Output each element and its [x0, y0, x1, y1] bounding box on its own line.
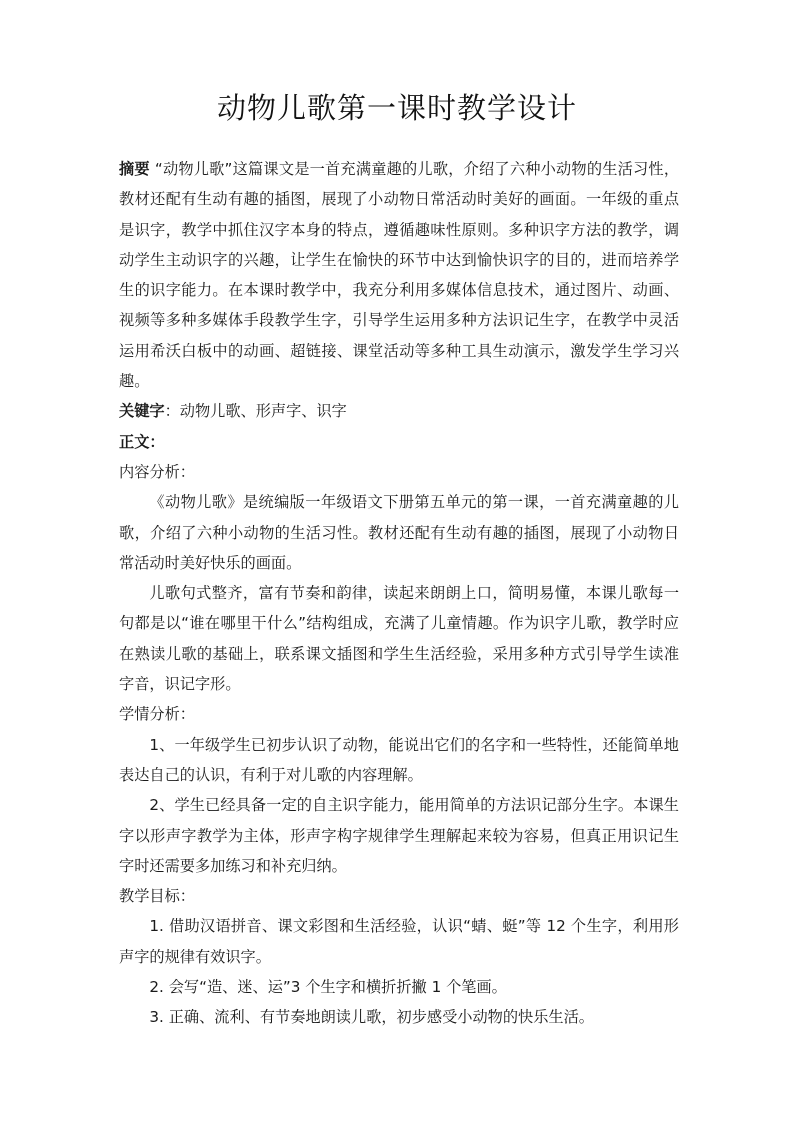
content-analysis-paragraph-2: 儿歌句式整齐，富有节奏和韵律，读起来朗朗上口，简明易懂，本课儿歌每一句都是以“谁在哪里干什么”结构组成，充满了儿童情趣。作为识字儿歌，教学时应在熟读儿歌的基础上，联系课文插图和学生生活经验，采用多种方式引导学生读准字音，识记字形。 [119, 584, 679, 694]
teaching-goal-2: 2. 会写“造、迷、运”3 个生字和横折折撇 1 个笔画。 [149, 978, 507, 997]
keywords-text: ：动物儿歌、形声字、识字 [164, 402, 347, 421]
main-text-label: 正文： [119, 432, 165, 451]
learner-analysis-heading: 学情分析： [119, 705, 195, 724]
content-analysis-paragraph-1: 《动物儿歌》是统编版一年级语文下册第五单元的第一课，一首充满童趣的儿歌，介绍了六种小动物的生活习性。教材还配有生动有趣的插图，展现了小动物日常活动时美好快乐的画面。 [119, 493, 679, 572]
teaching-goal-3: 3. 正确、流利、有节奏地朗读儿歌，初步感受小动物的快乐生活。 [149, 1008, 594, 1027]
keywords-label: 关键字 [119, 402, 165, 421]
content-analysis-heading: 内容分析： [119, 462, 195, 481]
abstract-text: “动物儿歌”这篇课文是一首充满童趣的儿歌，介绍了六种小动物的生活习性，教材还配有生动有趣的插图，展现了小动物日常活动时美好的画面。一年级的重点是识字，教学中抓住汉字本身的特点，遵循趣味性原则。多种识字方法的教学，调动学生主动识字的兴趣，让学生在愉快的环节中达到愉快识字的目的，进而培养学生的识字能力。在本课时教学中，我充分利用多媒体信息技术，通过图片、动画、视频等多种多媒体手段教学生字，引导学生运用多种方法识记生字，在教学中灵活运用希沃白板中的动画、超链接、课堂活动等多种工具生动演示，激发学生学习兴趣。 [119, 160, 680, 391]
document-title: 动物儿歌第一课时教学设计 [216, 91, 577, 125]
document-body [119, 154, 679, 1033]
learner-analysis-paragraph-2: 2、学生已经具备一定的自主识字能力，能用简单的方法识记部分生字。本课生字以形声字教学为主体，形声字构字规律学生理解起来较为容易，但真正用识记生字时还需要多加练习和补充归纳。 [119, 796, 679, 875]
learner-analysis-paragraph-1: 1、一年级学生已初步认识了动物，能说出它们的名字和一些特性，还能简单地表达自己的认识，有利于对儿歌的内容理解。 [119, 735, 679, 784]
abstract-paragraph [119, 154, 679, 396]
abstract-label: 摘要 [119, 160, 150, 178]
keywords-paragraph [119, 396, 679, 426]
teaching-goal-1: 1. 借助汉语拼音、课文彩图和生活经验，认识“蜻、蜓”等 12 个生字，利用形声字的规律有效识字。 [119, 917, 679, 966]
teaching-goals-heading: 教学目标： [119, 887, 195, 906]
